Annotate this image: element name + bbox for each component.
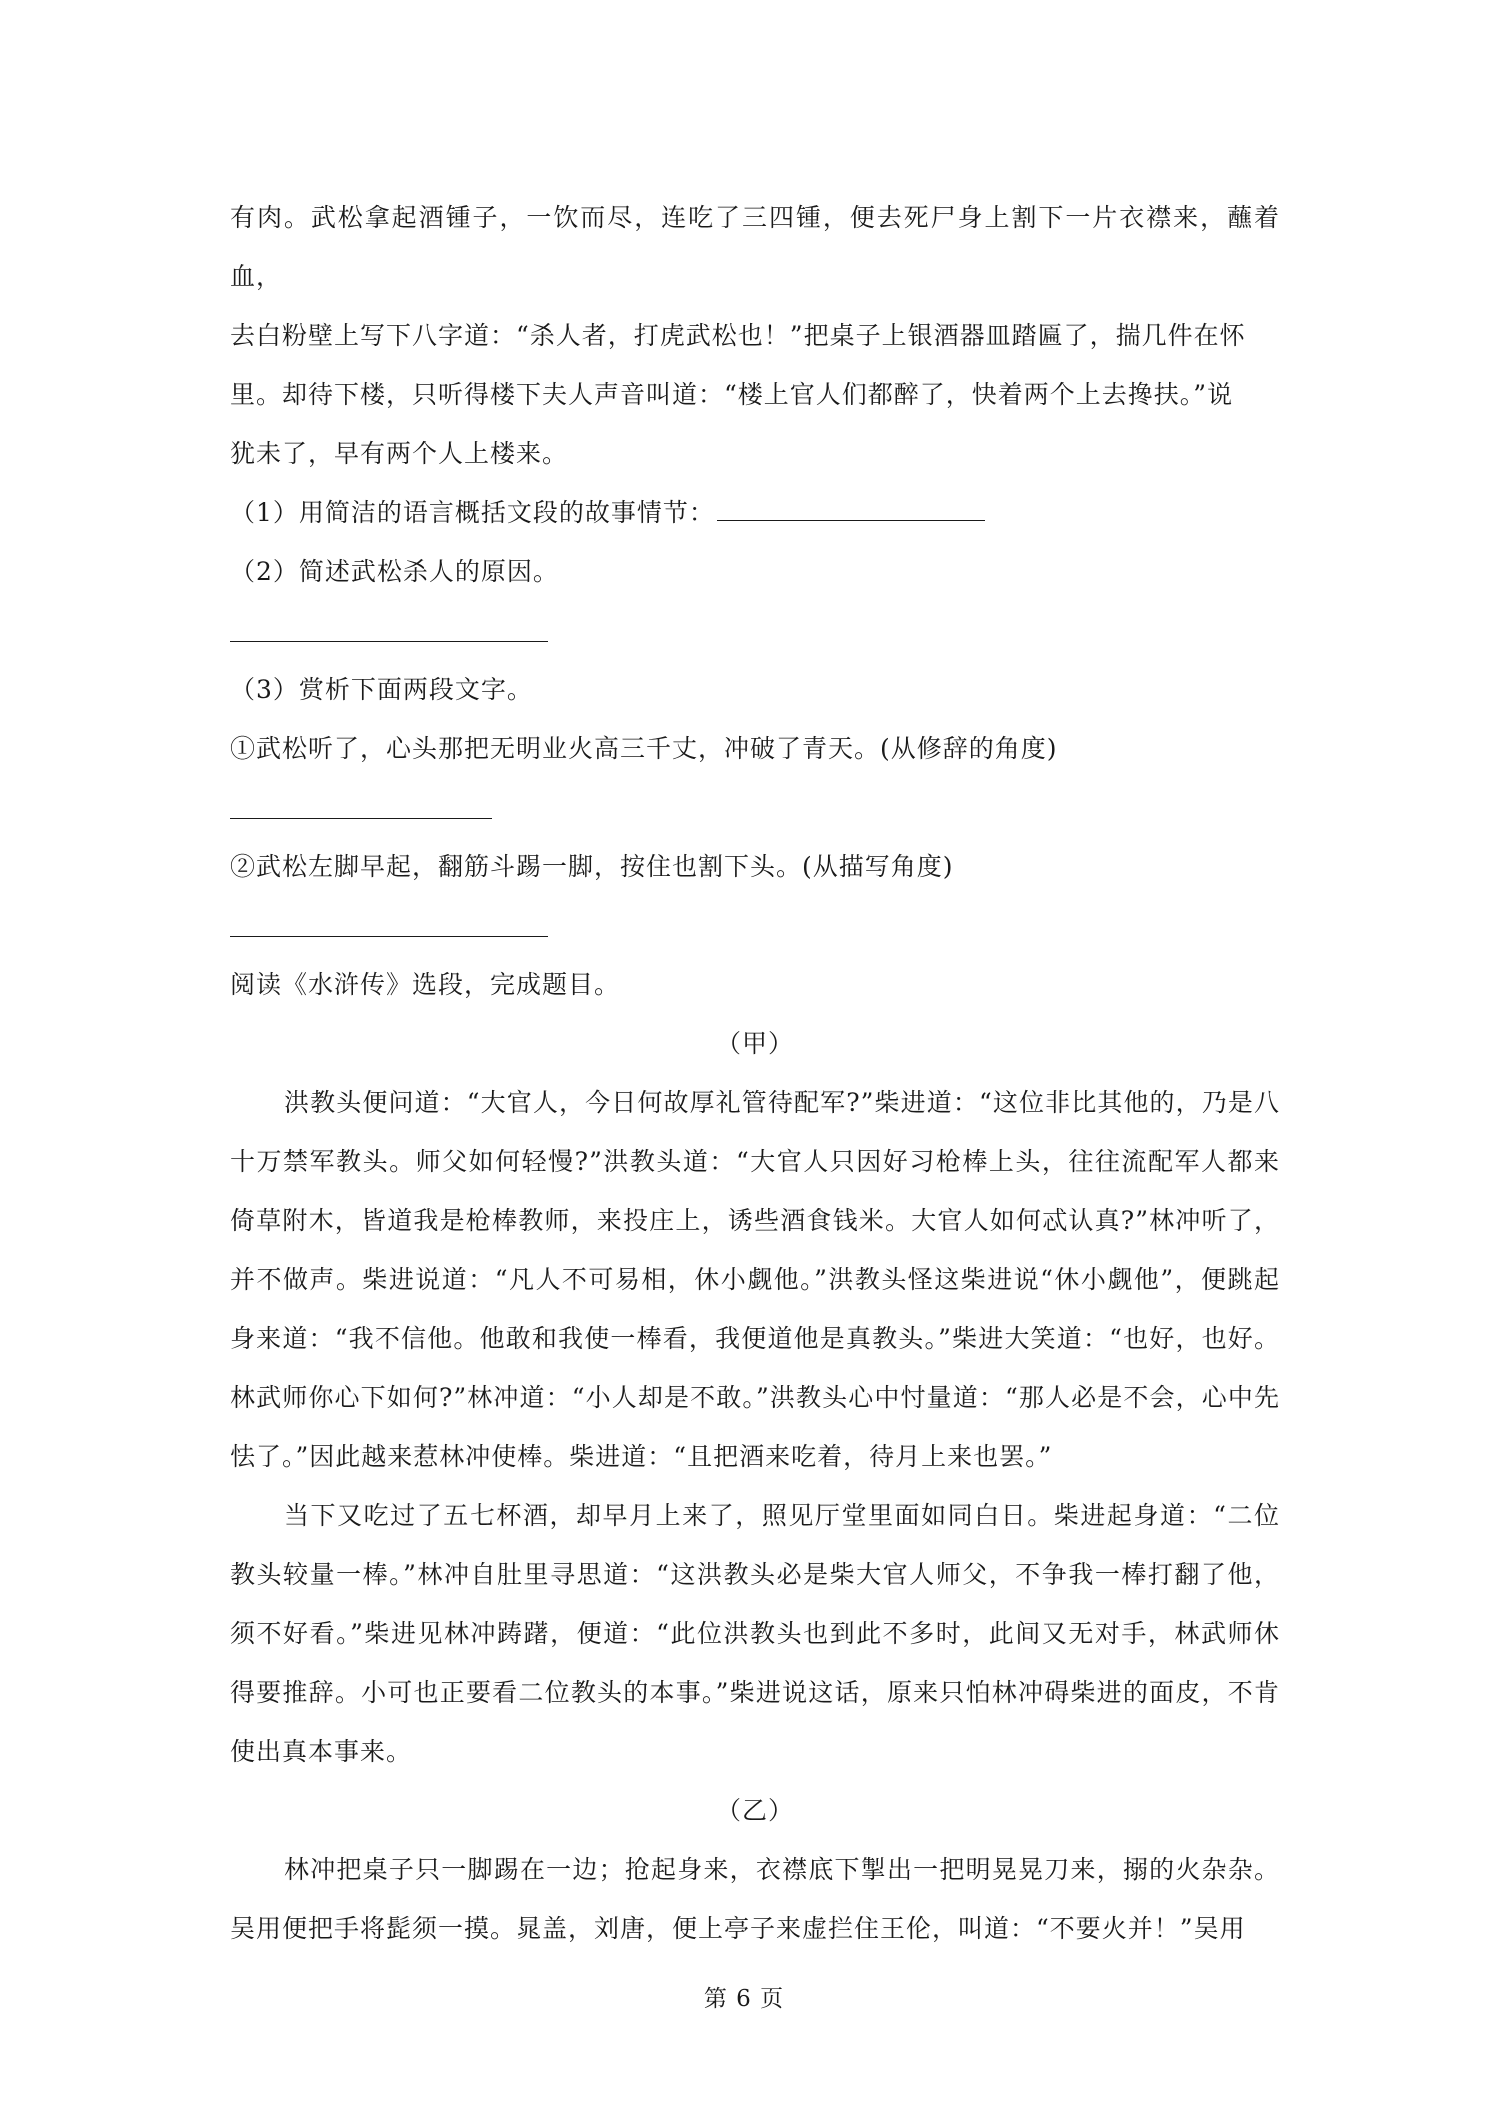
question-3-item-2: ②武松左脚早起，翻筋斗踢一脚，按住也割下头。(从描写角度) — [230, 852, 954, 881]
page-number: 第 6 页 — [703, 1986, 785, 2012]
question-3-item-1: ①武松听了，心头那把无明业火高三千丈，冲破了青天。(从修辞的角度) — [230, 734, 1058, 763]
answer-blank-2[interactable] — [230, 601, 1280, 660]
yi-paragraph-1: 林冲把桌子只一脚踢在一边；抢起身来，衣襟底下掣出一把明晃晃刀来，搦的火杂杂。吴用便把手将髭须一摸。晁盖，刘唐，便上亭子来虚拦住王伦，叫道：“不要火并！”吴用 — [230, 1855, 1280, 1943]
answer-blank-3-1[interactable] — [230, 778, 1280, 837]
answer-blank-3-2[interactable] — [230, 896, 1280, 955]
passage-line: 里。却待下楼，只听得楼下夫人声音叫道：“楼上官人们都醉了，快着两个上去搀扶。”说 — [230, 380, 1234, 409]
section-jia-title: （甲） — [715, 1029, 794, 1058]
passage-line: 犹未了，早有两个人上楼来。 — [230, 439, 569, 468]
question-2: （2）简述武松杀人的原因。 — [230, 557, 559, 586]
answer-blank-1[interactable] — [717, 492, 985, 521]
jia-paragraph-2: 当下又吃过了五七杯酒，却早月上来了，照见厅堂里面如同白日。柴进起身道：“二位教头较量一棒。”林冲自肚里寻思道：“这洪教头必是柴大官人师父，不争我一棒打翻了他，须不好看。”柴进见林冲踌躇，便道：“此位洪教头也到此不多时，此间又无对手，林武师休得要推辞。小可也正要看二位教头的本事。”柴进说这话，原来只怕林冲碍柴进的面皮，不肯使出真本事来。 — [230, 1501, 1280, 1766]
section-intro: 阅读《水浒传》选段，完成题目。 — [230, 970, 621, 999]
passage-line: 有肉。武松拿起酒锺子，一饮而尽，连吃了三四锺，便去死尸身上割下一片衣襟来，蘸着血， — [230, 203, 1280, 291]
page-content — [230, 188, 1280, 1958]
jia-paragraph-1: 洪教头便问道：“大官人，今日何故厚礼管待配军?”柴进道：“这位非比其他的，乃是八十万禁军教头。师父如何轻慢?”洪教头道：“大官人只因好习枪棒上头，往往流配军人都来倚草附木，皆道我是枪棒教师，来投庄上，诱些酒食钱米。大官人如何忒认真?”林冲听了，并不做声。柴进说道：“凡人不可易相，休小觑他。”洪教头怪这柴进说“休小觑他”，便跳起身来道：“我不信他。他敢和我使一棒看，我便道他是真教头。”柴进大笑道：“也好，也好。林武师你心下如何?”林冲道：“小人却是不敢。”洪教头心中忖量道：“那人必是不会，心中先怯了。”因此越来惹林冲使棒。柴进道：“且把酒来吃着，待月上来也罢。” — [230, 1088, 1280, 1471]
question-1 — [230, 483, 1280, 542]
section-yi-title: （乙） — [715, 1796, 794, 1825]
question-3: （3）赏析下面两段文字。 — [230, 675, 533, 704]
passage-line: 去白粉壁上写下八字道：“杀人者，打虎武松也！”把桌子上银酒器皿踏匾了，揣几件在怀 — [230, 321, 1246, 350]
question-1-text: （1）用简洁的语言概括文段的故事情节： — [230, 498, 715, 527]
